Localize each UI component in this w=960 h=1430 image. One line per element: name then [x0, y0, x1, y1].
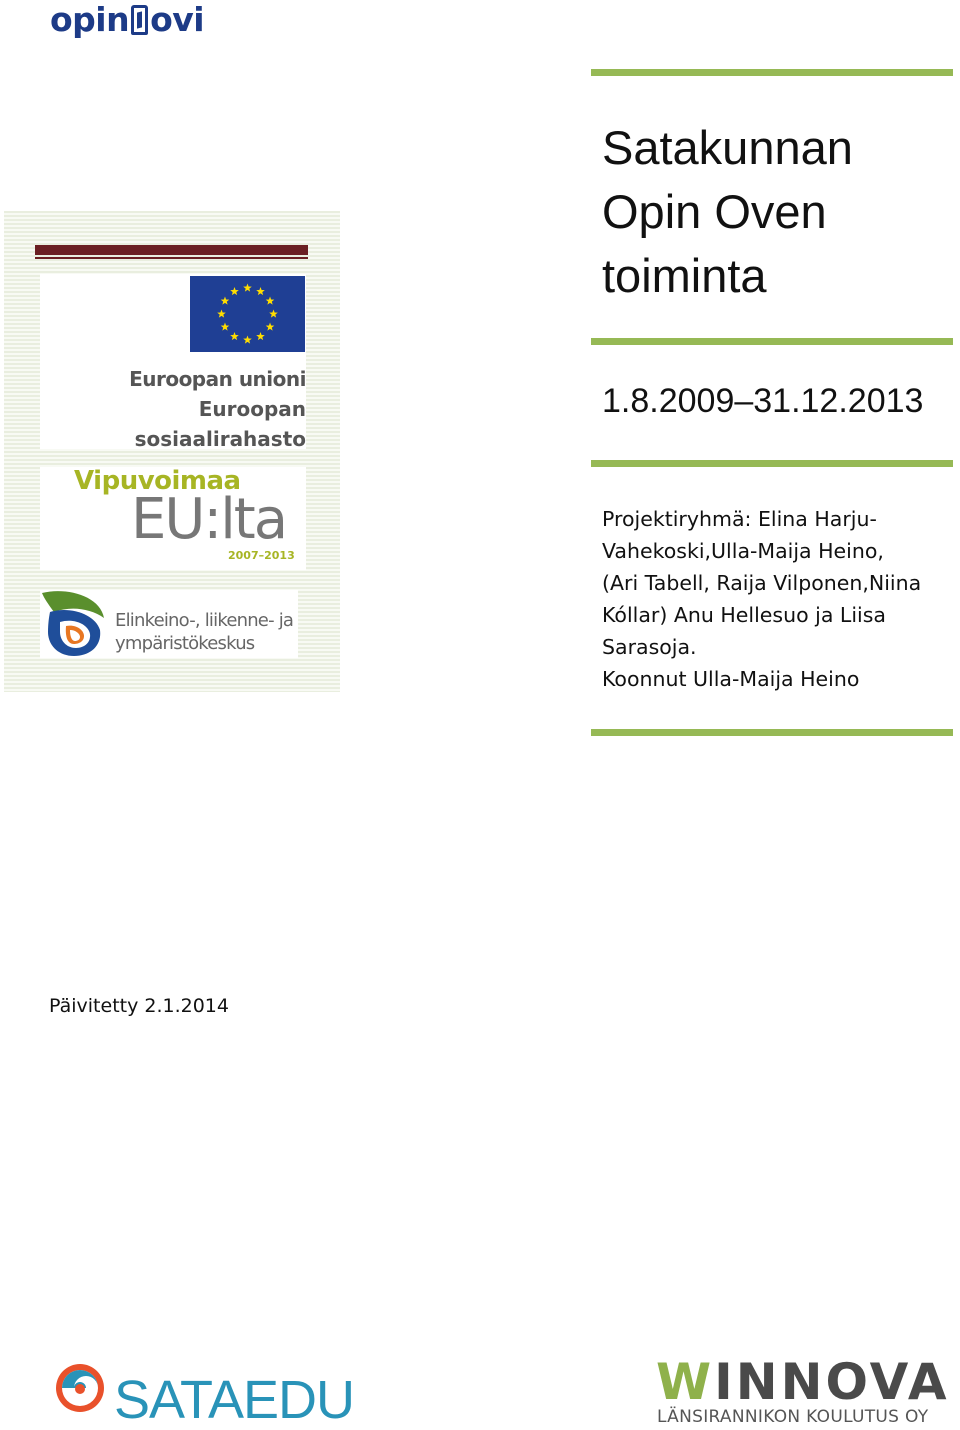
eu-panel-bar-thin — [35, 257, 308, 259]
team-line: (Ari Tabell, Raija Vilponen,Niina — [602, 571, 922, 595]
team-line: Sarasoja. — [602, 635, 697, 659]
vipuvoimaa-label: Vipuvoimaa — [74, 466, 241, 496]
eu-star-icon — [266, 323, 275, 331]
winnova-w: W — [656, 1353, 715, 1411]
team-line: Vahekoski,Ulla-Maija Heino, — [602, 539, 884, 563]
ely-text — [115, 609, 293, 655]
eu-star-icon — [266, 297, 275, 305]
page-title: Satakunnan Opin Oven toiminta — [602, 121, 853, 302]
green-rule-3 — [591, 460, 953, 467]
eu-union-label: Euroopan unioni — [129, 367, 306, 391]
updated-date: Päivitetty 2.1.2014 — [49, 995, 229, 1017]
ely-label-line2: ympäristökeskus — [115, 633, 255, 654]
eu-star-icon — [217, 310, 226, 318]
winnova-logo — [656, 1352, 950, 1412]
eu-star-icon — [269, 310, 278, 318]
eulta-label: EU:lta — [131, 487, 287, 552]
eu-star-icon — [221, 297, 230, 305]
door-icon — [131, 5, 148, 35]
green-rule-2 — [591, 338, 953, 345]
green-rule-bottom — [591, 729, 953, 736]
eu-star-icon — [230, 287, 239, 295]
eu-star-icon — [256, 287, 265, 295]
sataedu-logo: SATAEDU — [114, 1370, 355, 1430]
team-line: Koonnut Ulla-Maija Heino — [602, 667, 860, 691]
project-dates: 1.8.2009–31.12.2013 — [602, 382, 924, 420]
ely-label-line1: Elinkeino-, liikenne- ja — [115, 610, 294, 631]
eu-star-icon — [256, 332, 265, 340]
eu-star-icon — [230, 332, 239, 340]
eu-flag-icon — [190, 276, 305, 352]
ely-leaf-icon — [40, 590, 106, 658]
logo-text-end: ovi — [150, 0, 205, 39]
sataedu-swirl-icon — [54, 1362, 106, 1414]
team-line: Projektiryhmä: Elina Harju- — [602, 507, 877, 531]
project-team — [602, 503, 952, 695]
eu-star-icon — [243, 284, 252, 292]
logo-text-start: opin — [50, 0, 130, 39]
green-rule-top — [591, 69, 953, 76]
eu-fund-label: Euroopan sosiaalirahasto — [134, 397, 306, 451]
program-years: 2007–2013 — [228, 549, 295, 562]
eu-star-icon — [243, 336, 252, 344]
eu-text — [40, 364, 306, 454]
eu-stars-icon — [190, 276, 305, 352]
opinovi-logo — [50, 0, 204, 39]
winnova-rest: INNOVA — [714, 1353, 950, 1411]
winnova-subtitle: LÄNSIRANNIKON KOULUTUS OY — [657, 1407, 929, 1427]
eu-panel-bar — [35, 245, 308, 255]
team-line: Kóllar) Anu Hellesuo ja Liisa — [602, 603, 886, 627]
eu-star-icon — [221, 323, 230, 331]
